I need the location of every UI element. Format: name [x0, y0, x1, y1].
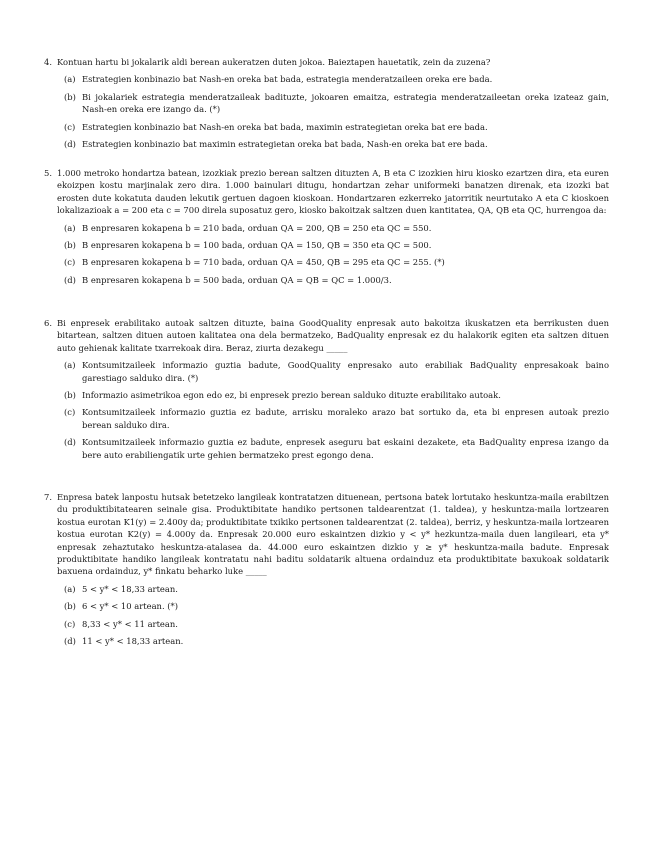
option-c — [64, 406, 609, 431]
option-text: 6 < y* < 10 artean. (*) — [82, 601, 179, 612]
option-text: Estrategien konbinazio bat Nash-en oreka bat bada, maximin estrategietan oreka bat ere bada. — [82, 121, 488, 132]
option-a — [64, 583, 609, 595]
option-c — [64, 618, 609, 630]
question-4 — [44, 56, 609, 155]
option-text: 11 < y* < 18,33 artean. — [82, 636, 184, 647]
option-label: (d) — [64, 139, 76, 150]
option-d — [64, 635, 609, 647]
option-label: (c) — [64, 618, 76, 629]
option-text: Kontsumitzaileek informazio guztia ez badute, arrisku moraleko arazo bat sortuko da, eta bi enpresen autoak prezio berean salduko dira. — [82, 407, 609, 430]
option-d — [64, 436, 609, 461]
option-label: (b) — [64, 390, 76, 401]
question-text: Kontuan hartu bi jokalarik aldi berean aukeratzen duten jokoa. Baieztapen hauetatik, zein da zuzena? — [57, 57, 491, 67]
question-6 — [44, 317, 609, 466]
option-b — [64, 239, 609, 251]
option-d — [64, 274, 609, 286]
option-label: (b) — [64, 601, 76, 612]
option-text: 5 < y* < 18,33 artean. — [82, 583, 178, 594]
option-b — [64, 91, 609, 116]
option-label: (a) — [64, 222, 76, 233]
option-label: (a) — [64, 74, 76, 85]
question-text: 1.000 metroko hondartza batean, izozkiak prezio berean saltzen dituzten A, B eta C izozkien hiru kiosko ezartzen dira, eta euren ekoizpen kostu marjinalak zero dira. 1.000 bainulari ditugu, hondartzan zehar uniformeki banatzen direnak, eta izozki bat erosten dute kokatuta dauden lekutik gertuen dagoen kioskoan. Hondartzaren ezkerreko jatorritik neurtutako A eta C kioskoen lokalizazioak a = 200 eta c = 700 direla suposatuz gero, kiosko bakoitzak saltzen duen kantitatea, QA, QB eta QC, hurrengoa da: — [57, 168, 609, 216]
option-text: Kontsumitzaileek informazio guztia ez badute, enpresek aseguru bat eskaini dezakete, eta BadQuality enpresa izango da bere auto erabiliengatik urte gehien bermatzeko prest egongo dena. — [82, 437, 609, 460]
option-text: Kontsumitzaileek informazio guztia badute, GoodQuality enpresako auto erabiliak BadQuality enpresakoak baino garestiago salduko dira. (*) — [82, 360, 609, 383]
option-text: B enpresaren kokapena b = 210 bada, orduan QA = 200, QB = 250 eta QC = 550. — [82, 222, 432, 233]
option-label: (a) — [64, 360, 76, 371]
option-label: (b) — [64, 240, 76, 251]
question-5 — [44, 167, 609, 291]
option-b — [64, 389, 609, 401]
option-label: (a) — [64, 583, 76, 594]
option-text: Estrategien konbinazio bat maximin estrategietan oreka bat bada, Nash-en oreka bat ere bada. — [82, 139, 488, 150]
option-text: B enpresaren kokapena b = 710 bada, orduan QA = 450, QB = 295 eta QC = 255. (*) — [82, 257, 445, 268]
option-a — [64, 359, 609, 384]
question-text: Enpresa batek lanpostu hutsak betetzeko langileak kontratatzen dituenean, pertsona batek lortutako heskuntza-maila erabiltzen du produktibitatearen seinale gisa. Produktibitate handiko pertsonen taldearentzat (1. taldea), y heskuntza-maila lortzearen kostua eurotan K1(y) = 2.400y da; produktibitate txikiko pertsonen taldearentzat (2. taldea), berriz, y heskuntza-maila lortzearen kostua eurotan K2(y) = 4.000y da. Enpresak 20.000 euro eskaintzen dizkio y < y* hezkuntza-maila duen langileari, eta y* enpresak zehaztutako heskuntza-atalasea da. 44.000 euro eskaintzen dizkio y ≥ y* heskuntza-maila badute. Enpresak produktibitate handiko langileak kontratatu nahi baditu soldatarik altuena ordainduz eta produktibitate baxukoak soldatarik baxuena ordainduz, y* finkatu beharko luke _____ — [57, 492, 609, 577]
question-number: 5. — [44, 168, 52, 178]
question-number: 4. — [44, 57, 52, 67]
option-label: (c) — [64, 121, 76, 132]
question-7 — [44, 491, 609, 652]
option-label: (b) — [64, 91, 76, 102]
option-text: Informazio asimetrikoa egon edo ez, bi enpresek prezio berean salduko dituzte erabilitako autoak. — [82, 390, 501, 401]
option-text: B enpresaren kokapena b = 100 bada, orduan QA = 150, QB = 350 eta QC = 500. — [82, 240, 432, 251]
option-label: (d) — [64, 437, 76, 448]
question-number: 7. — [44, 492, 52, 502]
option-label: (d) — [64, 636, 76, 647]
option-text: B enpresaren kokapena b = 500 bada, orduan QA = QB = QC = 1.000/3. — [82, 274, 392, 285]
option-label: (c) — [64, 407, 76, 418]
option-c — [64, 256, 609, 268]
option-c — [64, 121, 609, 133]
option-b — [64, 600, 609, 612]
option-label: (d) — [64, 274, 76, 285]
option-label: (c) — [64, 257, 76, 268]
option-text: 8,33 < y* < 11 artean. — [82, 618, 178, 629]
option-text: Bi jokalariek estrategia menderatzaileak badituzte, jokoaren emaitza, estrategia menderatzaileetan oreka izateaz gain, Nash-en oreka ere izango da. (*) — [82, 91, 609, 115]
question-text: Bi enpresek erabilitako autoak saltzen dituzte, baina GoodQuality enpresak auto bakoitza ikuskatzen eta berrikusten duen bitartean, saltzen dituen autoen kalitatea ona dela bermatzeko, BadQuality enpresak ez du halakorik egiten eta saltzen dituen auto gehienak kalitate txarrekoak dira. Beraz, ziurta dezakegu _____ — [57, 318, 609, 353]
option-d — [64, 138, 609, 150]
question-number: 6. — [44, 318, 52, 328]
option-a — [64, 73, 609, 85]
option-a — [64, 222, 609, 234]
option-text: Estrategien konbinazio bat Nash-en oreka bat bada, estrategia menderatzaileen oreka ere bada. — [82, 74, 493, 85]
